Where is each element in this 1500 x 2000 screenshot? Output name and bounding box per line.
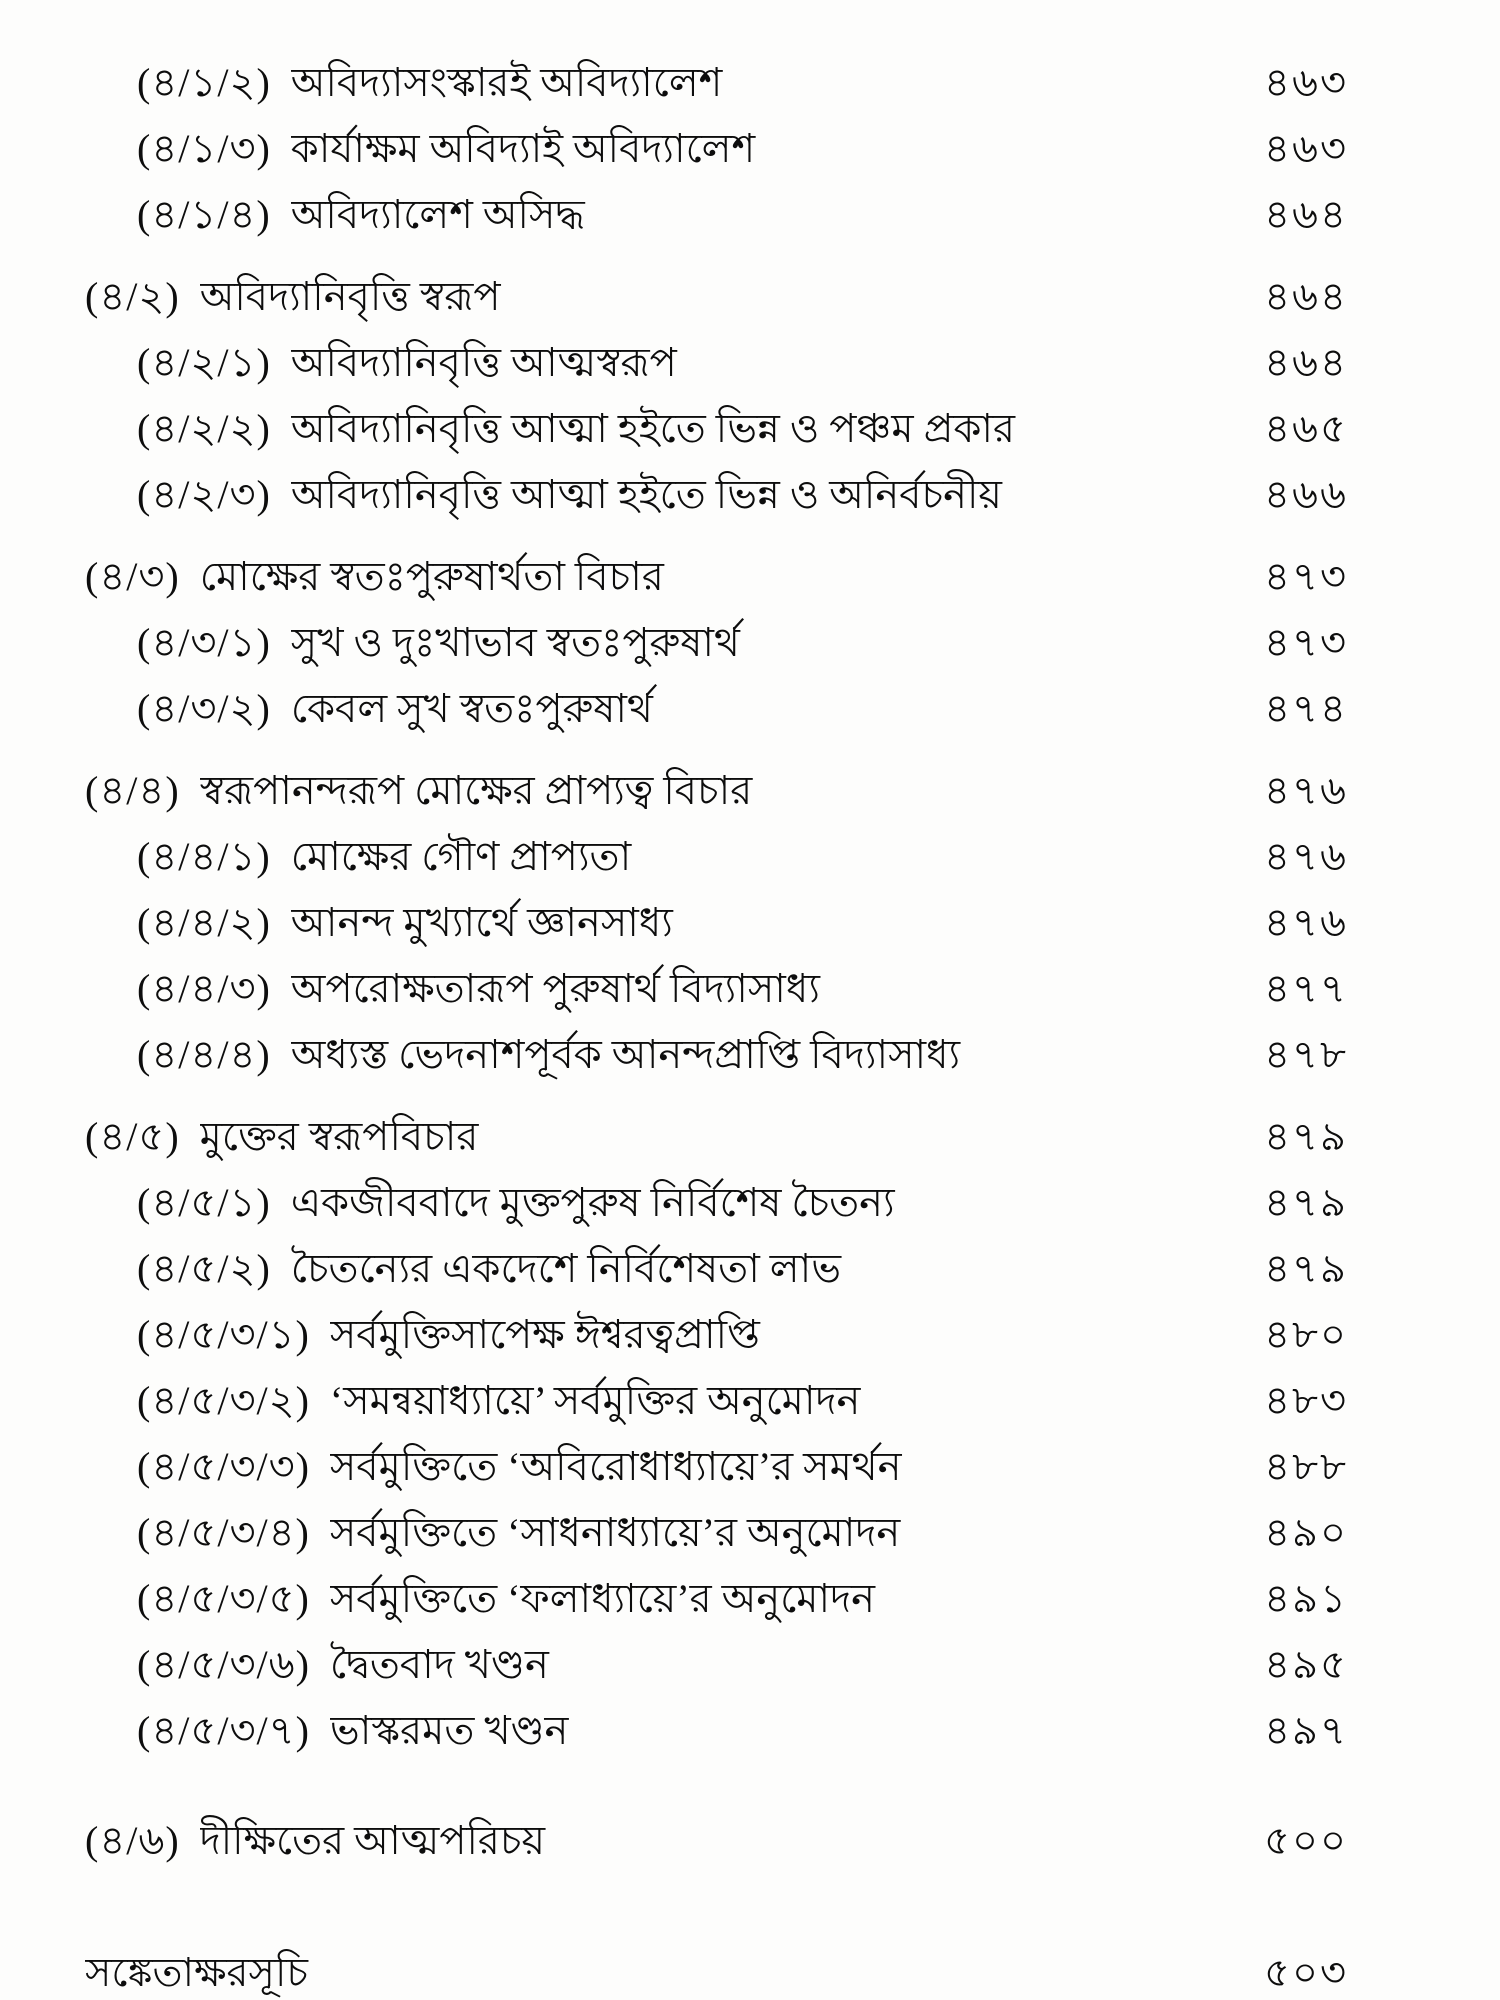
toc-entry <box>85 610 1348 676</box>
toc-entry-number: (৪/১/৪) <box>137 192 271 237</box>
toc-entry-title: সঙ্কেতাক্ষরসূচি <box>85 1950 308 1995</box>
toc-entry <box>85 330 1348 396</box>
toc-entry-number: (৪/৩/২) <box>137 686 271 731</box>
toc-entry <box>85 1940 1348 2000</box>
toc-entry-number: (৪/৬) <box>85 1818 180 1863</box>
toc-entry-page: ৪৯৭ <box>1264 1708 1348 1753</box>
toc-entry-number: (৪/৪/৪) <box>137 1032 271 1077</box>
toc-entry <box>85 396 1348 462</box>
toc-entry-number: (৪/৫/১) <box>137 1180 271 1225</box>
toc-entry <box>85 1236 1348 1302</box>
toc-entry-title: অবিদ্যালেশ অসিদ্ধ <box>290 192 585 237</box>
toc-entry-title: মুক্তের স্বরূপবিচার <box>199 1114 479 1159</box>
toc-entry-title: কার্যাক্ষম অবিদ্যাই অবিদ্যালেশ <box>290 126 756 171</box>
toc-entry-page: ৪৮৩ <box>1264 1378 1348 1423</box>
toc-entry-number: (৪/৫/৩/২) <box>137 1378 310 1423</box>
toc-entry-title: অবিদ্যানিবৃত্তি আত্মস্বরূপ <box>290 340 677 385</box>
toc-entry-title: অবিদ্যানিবৃত্তি আত্মা হইতে ভিন্ন ও পঞ্চম প্রকার <box>290 406 1016 451</box>
toc-entry <box>85 50 1348 116</box>
toc-entry-page: ৪৭৯ <box>1264 1246 1348 1291</box>
toc-entry-title: দীক্ষিতের আত্মপরিচয় <box>199 1818 546 1863</box>
toc-entry-number: (৪/৪/২) <box>137 900 271 945</box>
toc-entry-title: ভাস্করমত খণ্ডন <box>329 1708 569 1753</box>
toc-entry-number: (৪/৪/১) <box>137 834 271 879</box>
toc-entry-page: ৪৭৯ <box>1264 1114 1348 1159</box>
toc-entry <box>85 182 1348 248</box>
toc-entry-number: (৪/৩) <box>85 554 180 599</box>
toc-entry-page: ৪৬৬ <box>1264 472 1348 517</box>
toc-entry <box>85 956 1348 1022</box>
toc-entry-title: স্বরূপানন্দরূপ মোক্ষের প্রাপ্যত্ব বিচার <box>199 768 753 813</box>
toc-entry-title: একজীববাদে মুক্তপুরুষ নির্বিশেষ চৈতন্য <box>290 1180 895 1225</box>
toc-entry-number: (৪/৫/৩/৫) <box>137 1576 310 1621</box>
toc-entry-title: কেবল সুখ স্বতঃপুরুষার্থ <box>290 686 653 731</box>
toc-entry-number: (৪/১/২) <box>137 60 271 105</box>
toc-entry-number: (৪/৫/৩/৩) <box>137 1444 310 1489</box>
toc-entry <box>85 1368 1348 1434</box>
toc-entry <box>85 890 1348 956</box>
toc-entry-page: ৪৬৪ <box>1264 192 1348 237</box>
toc-entry-title: দ্বৈতবাদ খণ্ডন <box>329 1642 549 1687</box>
toc-entry-page: ৪৬৩ <box>1264 126 1348 171</box>
toc-entry-page: ৪৭৬ <box>1264 900 1348 945</box>
toc-entry-number: (৪/৩/১) <box>137 620 271 665</box>
toc-entry-title: সর্বমুক্তিতে ‘ফলাধ্যায়ে’র অনুমোদন <box>329 1576 875 1621</box>
toc-entry <box>85 1566 1348 1632</box>
toc-entry-title: অবিদ্যাসংস্কারই অবিদ্যালেশ <box>290 60 723 105</box>
toc-entry-page: ৪৯১ <box>1264 1576 1348 1621</box>
toc-entry-page: ৪৮০ <box>1264 1312 1348 1357</box>
toc-entry-page: ৪৭৬ <box>1264 768 1348 813</box>
toc-entry <box>85 1434 1348 1500</box>
toc-entry-page: ৪৬৫ <box>1264 406 1348 451</box>
toc-entry <box>85 544 1348 610</box>
toc-entry-page: ৪৬৪ <box>1264 274 1348 319</box>
toc-entry-title: অবিদ্যানিবৃত্তি আত্মা হইতে ভিন্ন ও অনির্বচনীয় <box>290 472 1002 517</box>
toc-entry-title: সর্বমুক্তিতে ‘অবিরোধাধ্যায়ে’র সমর্থন <box>329 1444 902 1489</box>
toc-entry-page: ৪৭৪ <box>1264 686 1348 731</box>
toc-entry-page: ৪৭৩ <box>1264 620 1348 665</box>
toc-entry-page: ৪৯৫ <box>1264 1642 1348 1687</box>
toc-entry-title: অপরোক্ষতারূপ পুরুষার্থ বিদ্যাসাধ্য <box>290 966 820 1011</box>
toc-entry <box>85 1500 1348 1566</box>
toc-entry-number: (৪/১/৩) <box>137 126 271 171</box>
toc-entry-title: চৈতন্যের একদেশে নির্বিশেষতা লাভ <box>290 1246 842 1291</box>
toc-entry-title: ‘সমন্বয়াধ্যায়ে’ সর্বমুক্তির অনুমোদন <box>329 1378 861 1423</box>
toc-entry-title: সর্বমুক্তিতে ‘সাধনাধ্যায়ে’র অনুমোদন <box>329 1510 901 1555</box>
toc-entry-number: (৪/৫/৩/৬) <box>137 1642 310 1687</box>
toc-entry-number: (৪/২/১) <box>137 340 271 385</box>
toc-entry-title: মোক্ষের স্বতঃপুরুষার্থতা বিচার <box>199 554 664 599</box>
toc-entry-page: ৪৭৬ <box>1264 834 1348 879</box>
toc-entry <box>85 116 1348 182</box>
toc-entry-title: মোক্ষের গৌণ প্রাপ্যতা <box>290 834 632 879</box>
toc-entry-page: ৪৭৮ <box>1264 1032 1348 1077</box>
toc-entry-number: (৪/২) <box>85 274 180 319</box>
toc-entry-number: (৪/২/৩) <box>137 472 271 517</box>
toc-entry-page: ৪৬৪ <box>1264 340 1348 385</box>
toc-entry <box>85 462 1348 528</box>
toc-entry-number: (৪/২/২) <box>137 406 271 451</box>
toc-entry-title: অবিদ্যানিবৃত্তি স্বরূপ <box>199 274 501 319</box>
toc-entry <box>85 1632 1348 1698</box>
toc-entry <box>85 1022 1348 1088</box>
toc-entry-title: আনন্দ মুখ্যার্থে জ্ঞানসাধ্য <box>290 900 673 945</box>
toc-entry-page: ৪৬৩ <box>1264 60 1348 105</box>
toc-entry-number: (৪/৪) <box>85 768 180 813</box>
toc-entry-page: ৪৯০ <box>1264 1510 1348 1555</box>
toc-entry-number: (৪/৫) <box>85 1114 180 1159</box>
toc-entry-title: সর্বমুক্তিসাপেক্ষ ঈশ্বরত্বপ্রাপ্তি <box>329 1312 760 1357</box>
toc-list <box>85 50 1348 2000</box>
toc-entry-number: (৪/৫/২) <box>137 1246 271 1291</box>
toc-entry <box>85 1104 1348 1170</box>
toc-entry-number: (৪/৫/৩/১) <box>137 1312 310 1357</box>
toc-entry <box>85 676 1348 742</box>
toc-entry-number: (৪/৫/৩/৭) <box>137 1708 310 1753</box>
toc-entry-title: সুখ ও দুঃখাভাব স্বতঃপুরুষার্থ <box>290 620 740 665</box>
toc-entry <box>85 758 1348 824</box>
toc-entry-page: ৪৭৭ <box>1264 966 1348 1011</box>
toc-entry-page: ৪৭৩ <box>1264 554 1348 599</box>
toc-entry-number: (৪/৪/৩) <box>137 966 271 1011</box>
toc-entry <box>85 824 1348 890</box>
toc-entry <box>85 1170 1348 1236</box>
toc-entry-title: অধ্যস্ত ভেদনাশপূর্বক আনন্দপ্রাপ্তি বিদ্যাসাধ্য <box>290 1032 961 1077</box>
toc-entry-page: ৫০০ <box>1264 1818 1348 1863</box>
toc-entry <box>85 1808 1348 1874</box>
toc-entry-page: ৪৭৯ <box>1264 1180 1348 1225</box>
toc-entry <box>85 1698 1348 1764</box>
toc-entry-number: (৪/৫/৩/৪) <box>137 1510 310 1555</box>
toc-entry-page: ৪৮৮ <box>1264 1444 1348 1489</box>
toc-entry <box>85 1302 1348 1368</box>
toc-entry-page: ৫০৩ <box>1264 1950 1348 1995</box>
toc-entry <box>85 264 1348 330</box>
